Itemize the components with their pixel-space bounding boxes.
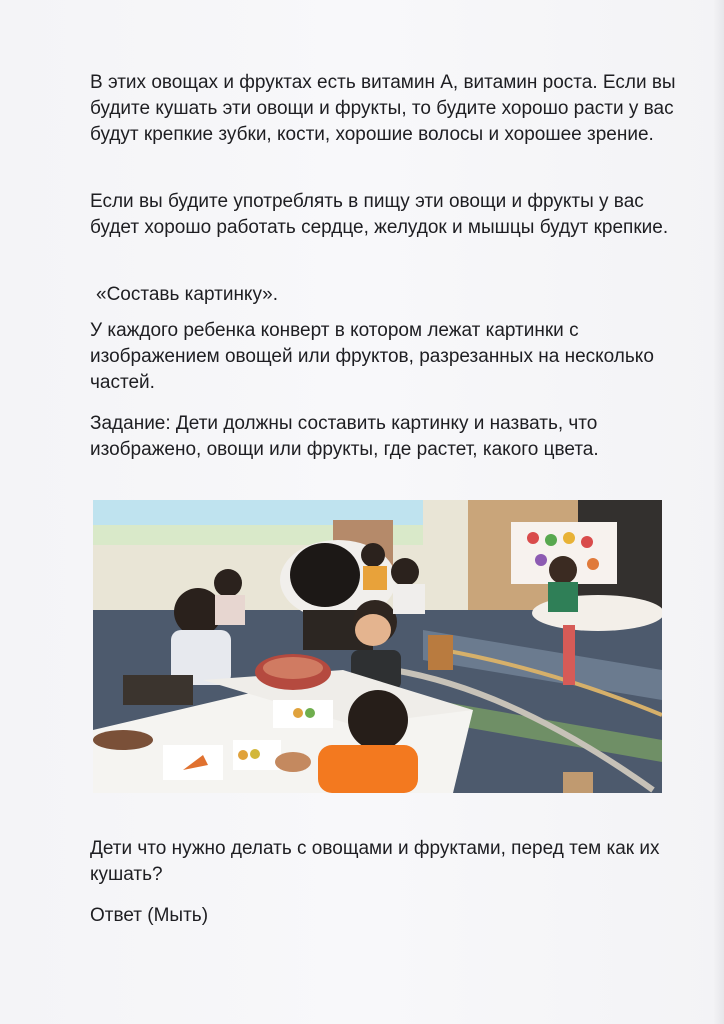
paragraph-vitamin-a: В этих овощах и фруктах есть витамин А, витамин роста. Если вы будите кушать эти овощи и фрукты, то будите хорошо расти у вас будут крепкие зубки, кости, хорошие волосы и хорошее зрение. [90,72,676,145]
paragraph-task: Задание: Дети должны составить картинку и назвать, что изображено, овощи или фрукты, где растет, какого цвета. [90,413,599,460]
game-title: «Составь картинку». [96,284,279,305]
classroom-photo-icon [93,500,662,793]
paragraph-envelope: У каждого ребенка конверт в котором лежат картинки с изображением овощей или фруктов, разрезанных на несколько частей. [90,320,654,393]
paragraph-question: Дети что нужно делать с овощами и фруктами, перед тем как их кушать? [90,838,660,885]
paragraph-heart-stomach: Если вы будите употреблять в пищу эти овощи и фрукты у вас будет хорошо работать сердце, желудок и мышцы будут крепкие. [90,191,669,238]
page-edge [714,0,724,1024]
classroom-photo [93,500,662,793]
paragraph-answer: Ответ (Мыть) [90,905,209,926]
